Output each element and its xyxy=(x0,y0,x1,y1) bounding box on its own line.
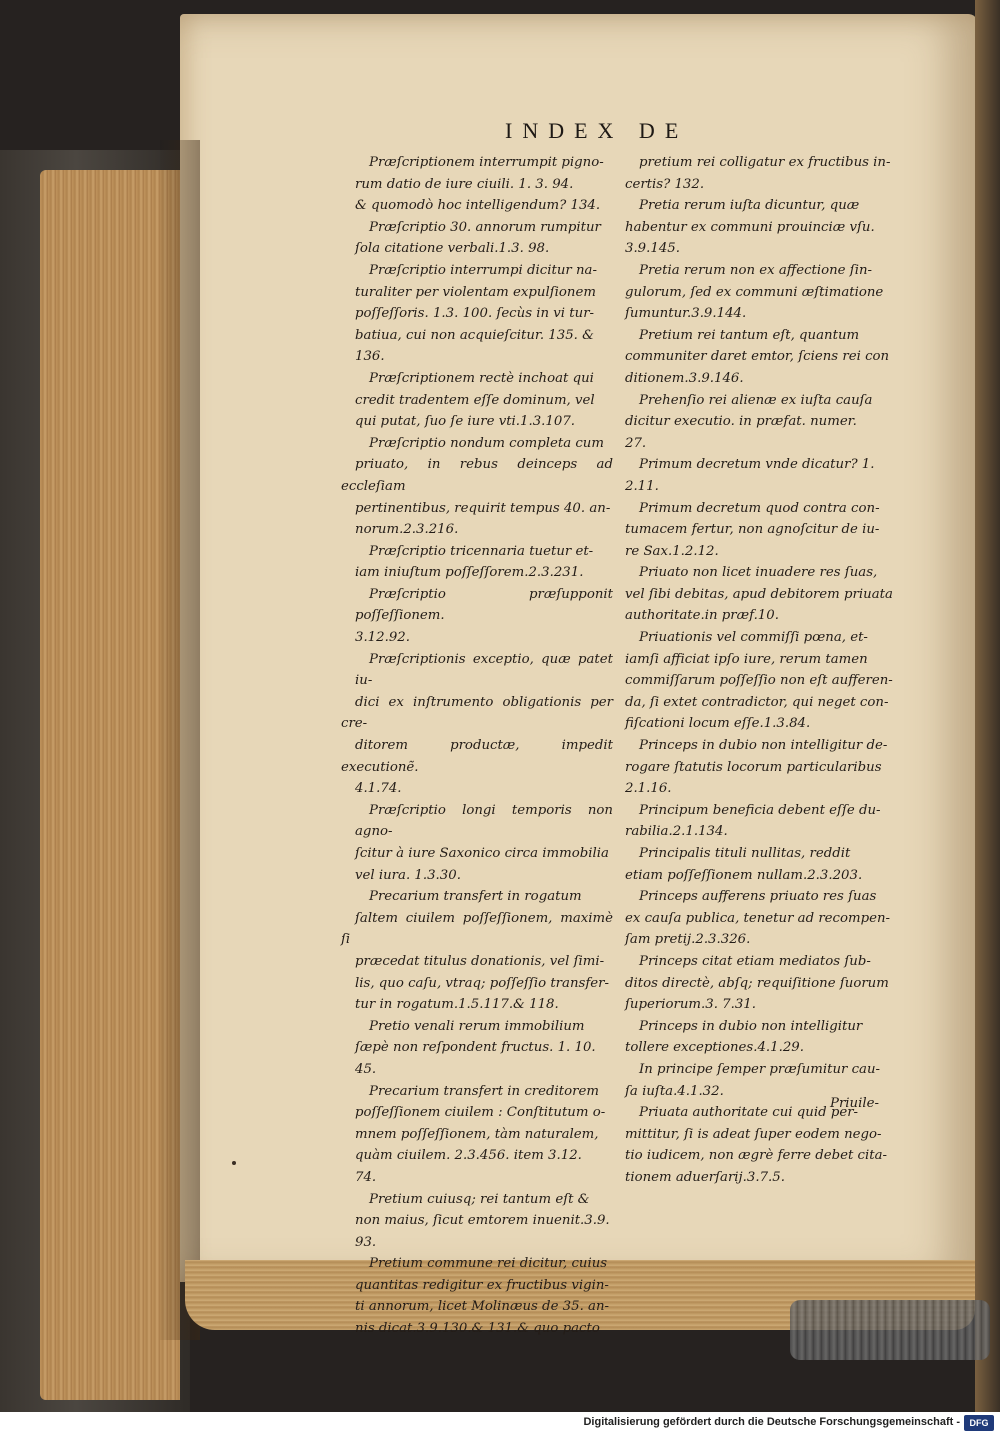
index-entry-line: qui putat, ſuo ſe iure vti.1.3.107. xyxy=(355,414,576,430)
index-entry-line: habentur ex communi prouinciæ vſu. xyxy=(625,219,875,235)
index-entry xyxy=(341,649,613,800)
index-entry-line: Præſcriptio 30. annorum rumpitur xyxy=(369,219,601,235)
index-entry-line: Præſcriptio interrumpi dicitur na- xyxy=(369,262,597,278)
index-entry-line: tio iudicem, non ægrè ferre debet cita- xyxy=(625,1148,888,1164)
index-entry xyxy=(341,886,613,1016)
index-entry-line: turaliter per violentam expulſionem xyxy=(355,284,596,300)
index-entry-line: tionem aduerſarij.3.7.5. xyxy=(625,1169,785,1185)
index-entry-line: 2.11. xyxy=(625,478,659,494)
index-entry-line: iam iniuſtum poſſeſſorem.2.3.231. xyxy=(355,565,584,581)
index-entry-line: dici ex inſtrumento obligationis per cre- xyxy=(341,694,613,732)
index-entry-line: 136. xyxy=(355,349,385,365)
index-entry-line: da, ſi extet contradictor, qui neget con- xyxy=(625,694,889,710)
index-entry-line: Princeps aufferens priuato res ſuas xyxy=(639,889,877,905)
index-entry-line: rogare ſtatutis locorum particularibus xyxy=(625,759,882,775)
index-entry-line: ditos directè, abſq; requiſitione ſuorum xyxy=(625,975,889,991)
index-entry-line: dicitur executio. in præfat. numer. xyxy=(625,414,857,430)
index-entry-line: lis, quo caſu, vtraq; poſſeſſio transfer- xyxy=(355,975,609,991)
index-entry-line: ſumuntur.3.9.144. xyxy=(625,306,747,322)
index-entry-line: In principe ſemper præſumitur cau- xyxy=(639,1061,881,1077)
index-entry-line: Præſcriptio nondum completa cum xyxy=(369,435,604,451)
digitization-footer xyxy=(0,1412,1000,1435)
index-entry xyxy=(625,260,895,325)
index-column-left xyxy=(341,152,613,1340)
index-entry-line: Præſcriptionis exceptio, quæ patet iu- xyxy=(355,651,613,689)
index-entry-line: 3.12.92. xyxy=(355,630,410,646)
index-entry xyxy=(625,390,895,455)
index-entry-line: commiſſarum poſſeſſio non eſt aufferen- xyxy=(625,673,893,689)
index-entry-line: Pretium commune rei dicitur, cuius xyxy=(369,1256,608,1272)
index-entry-line: poſſeſſionem ciuilem : Conſtitutum o- xyxy=(355,1105,606,1121)
index-entry xyxy=(625,843,895,886)
index-entry-line: vel ſibi debitas, apud debitorem priuata xyxy=(625,586,893,602)
index-entry-line: Pretia rerum iuſta dicuntur, quæ xyxy=(639,198,860,214)
ink-spot xyxy=(232,1161,236,1165)
index-entry-line: Princeps citat etiam mediatos ſub- xyxy=(639,953,871,969)
index-entry-line: Precarium transfert in rogatum xyxy=(369,889,582,905)
index-entry-line: mittitur, ſi is adeat ſuper eodem nego- xyxy=(625,1126,882,1142)
index-entry xyxy=(355,368,613,433)
index-entry-line: Prehenſio rei alienæ ex iuſta cauſa xyxy=(639,392,873,408)
index-column-right xyxy=(625,152,895,1189)
index-entry-line: 27. xyxy=(625,435,647,451)
index-entry xyxy=(355,800,613,886)
index-entry-line: Principum beneficia debent eſſe du- xyxy=(639,802,881,818)
index-entry-line: Pretium cuiusq; rei tantum eſt & xyxy=(369,1191,590,1207)
index-entry-line: Precarium transfert in creditorem xyxy=(369,1083,599,1099)
index-entry-line: Primum decretum quod contra con- xyxy=(639,500,880,516)
gutter-shadow xyxy=(160,140,200,1340)
index-entry-line: 2.1.16. xyxy=(625,781,672,797)
index-entry-line: Princeps in dubio non intelligitur xyxy=(639,1018,863,1034)
index-entry-line: ditionem.3.9.146. xyxy=(625,370,744,386)
index-entry xyxy=(355,260,613,368)
index-entry xyxy=(625,454,895,497)
index-entry xyxy=(625,627,895,735)
index-entry xyxy=(625,562,895,627)
index-entry-line: etiam poſſeſſionem nullam.2.3.203. xyxy=(625,867,863,883)
index-entry-line: ſa iuſta.4.1.32. xyxy=(625,1083,724,1099)
index-entry-line: Pretium rei tantum eſt, quantum xyxy=(639,327,860,343)
dfg-logo: DFG xyxy=(964,1415,994,1431)
index-entry-line: vel iura. 1.3.30. xyxy=(355,867,461,883)
index-entry-line: poſſeſſoris. 1.3. 100. ſecùs in vi tur- xyxy=(355,306,595,322)
index-entry xyxy=(625,951,895,1016)
index-entry-line: Pretia rerum non ex affectione ſin- xyxy=(639,262,873,278)
page-block-edge xyxy=(40,170,180,1400)
index-entry-line: quàm ciuilem. 2.3.456. item 3.12. xyxy=(355,1148,582,1164)
index-entry xyxy=(355,584,613,649)
index-entry xyxy=(355,541,613,584)
index-entry-line: & quomodò hoc intelligendum? 134. xyxy=(355,198,601,214)
index-entry-line: ſcitur à iure Saxonico circa immobilia xyxy=(355,846,609,861)
index-entry-line: ſam pretij.2.3.326. xyxy=(625,932,751,948)
index-entry xyxy=(625,325,895,390)
index-entry xyxy=(625,195,895,260)
index-entry-line: nis dicat.3.9.130.& 131.& quo pacto xyxy=(355,1321,600,1337)
index-entry-line: mnem poſſeſſionem, tàm naturalem, xyxy=(355,1126,599,1142)
index-entry xyxy=(625,735,895,800)
index-entry xyxy=(625,886,895,951)
index-entry-line: Priuata authoritate cui quid per- xyxy=(639,1105,859,1121)
index-entry-line: Præſcriptio præſupponit poſſeſſionem. xyxy=(355,586,613,624)
index-entry xyxy=(625,498,895,563)
index-entry-line: communiter daret emtor, ſciens rei con xyxy=(625,349,890,365)
index-entry-line: Præſcriptio longi temporis non agno- xyxy=(355,802,613,840)
index-entry xyxy=(355,152,613,217)
index-entry-line: Princeps in dubio non intelligitur de- xyxy=(639,738,888,754)
index-entry-line: rabilia.2.1.134. xyxy=(625,824,728,840)
index-entry-line: Pretio venali rerum immobilium xyxy=(369,1018,585,1034)
catchword: Priuile- xyxy=(830,1096,879,1111)
index-entry-line: rum datio de iure ciuili. 1. 3. 94. xyxy=(355,176,574,192)
index-entry-line: ex cauſa publica, tenetur ad recompen- xyxy=(625,910,891,926)
index-entry-line: norum.2.3.216. xyxy=(355,522,459,538)
index-entry-line: pretium rei colligatur ex fructibus in- xyxy=(639,155,891,170)
index-entry-line: ſuperiorum.3. 7.31. xyxy=(625,997,756,1013)
index-entry xyxy=(355,1081,613,1189)
index-entry-line: gulorum, ſed ex communi æſtimatione xyxy=(625,284,884,300)
index-entry-line: ſaltem ciuilem poſſeſſionem, maximè ſi xyxy=(341,910,613,948)
index-entry-line: 4.1.74. xyxy=(355,781,402,797)
index-entry-line: re Sax.1.2.12. xyxy=(625,543,719,559)
index-entry-line: pertinentibus, requirit tempus 40. an- xyxy=(355,500,611,516)
index-entry xyxy=(625,800,895,843)
index-entry-line: 74. xyxy=(355,1169,377,1185)
index-entry-line: certis? 132. xyxy=(625,176,705,192)
index-entry-line: Principalis tituli nullitas, reddit xyxy=(639,846,851,861)
index-entry-line: tollere exceptiones.4.1.29. xyxy=(625,1040,804,1056)
clasp-decoration xyxy=(790,1300,990,1360)
index-entry-line: præcedat titulus donationis, vel ſimi- xyxy=(355,953,605,969)
index-entry xyxy=(355,1253,613,1339)
index-entry-line: quantitas redigitur ex fructibus vigin- xyxy=(355,1277,609,1293)
index-entry xyxy=(355,217,613,260)
index-entry-line: ditorem productæ, impedit executionẽ. xyxy=(341,738,613,775)
index-entry-line: tur in rogatum.1.5.117.& 118. xyxy=(355,997,559,1013)
index-entry xyxy=(625,1102,895,1188)
index-entry-line: credit tradentem eſſe dominum, vel xyxy=(355,392,595,408)
footer-credit-text: Digitalisierung gefördert durch die Deutsche Forschungsgemeinschaft - xyxy=(583,1416,960,1428)
index-entry-line: Primum decretum vnde dicatur? 1. xyxy=(639,457,875,473)
index-entry-line: ti annorum, licet Molinæus de 35. an- xyxy=(355,1299,610,1315)
index-entry-line: 45. xyxy=(355,1061,377,1077)
index-entry-line: iamſi afficiat ipſo iure, rerum tamen xyxy=(625,651,868,667)
index-entry-line: 93. xyxy=(355,1234,377,1250)
index-entry-line: Præſcriptio tricennaria tuetur et- xyxy=(369,543,594,559)
index-entry-line: batiua, cui non acquieſcitur. 135. & xyxy=(355,327,594,343)
index-entry-line: Præſcriptionem rectè inchoat qui xyxy=(369,370,594,386)
right-cover-edge xyxy=(975,0,1000,1412)
index-entry-line: Priuationis vel commiſſi pœna, et- xyxy=(639,630,868,646)
index-entry-line: fiſcationi locum eſſe.1.3.84. xyxy=(625,716,811,732)
index-entry xyxy=(625,1016,895,1059)
index-entry-line: tumacem fertur, non agnoſcitur de iu- xyxy=(625,522,880,538)
index-entry xyxy=(355,1016,613,1081)
running-head: INDEX DE xyxy=(505,118,689,143)
index-entry-line: Priuato non licet inuadere res ſuas, xyxy=(639,565,878,581)
index-entry-line: ſæpè non reſpondent fructus. 1. 10. xyxy=(355,1040,596,1056)
index-entry-line: non maius, ſicut emtorem inuenit.3.9. xyxy=(355,1213,610,1229)
index-entry-line: Præſcriptionem interrumpit pigno- xyxy=(369,155,604,170)
index-entry xyxy=(355,1189,613,1254)
index-entry-line: ſola citatione verbali.1.3. 98. xyxy=(355,241,550,257)
index-entry-line: 3.9.145. xyxy=(625,241,680,257)
index-entry xyxy=(625,152,895,195)
index-entry-line: authoritate.in præf.10. xyxy=(625,608,779,624)
index-entry xyxy=(341,433,613,541)
index-entry-line: priuato, in rebus deinceps ad eccleſiam xyxy=(341,457,613,494)
